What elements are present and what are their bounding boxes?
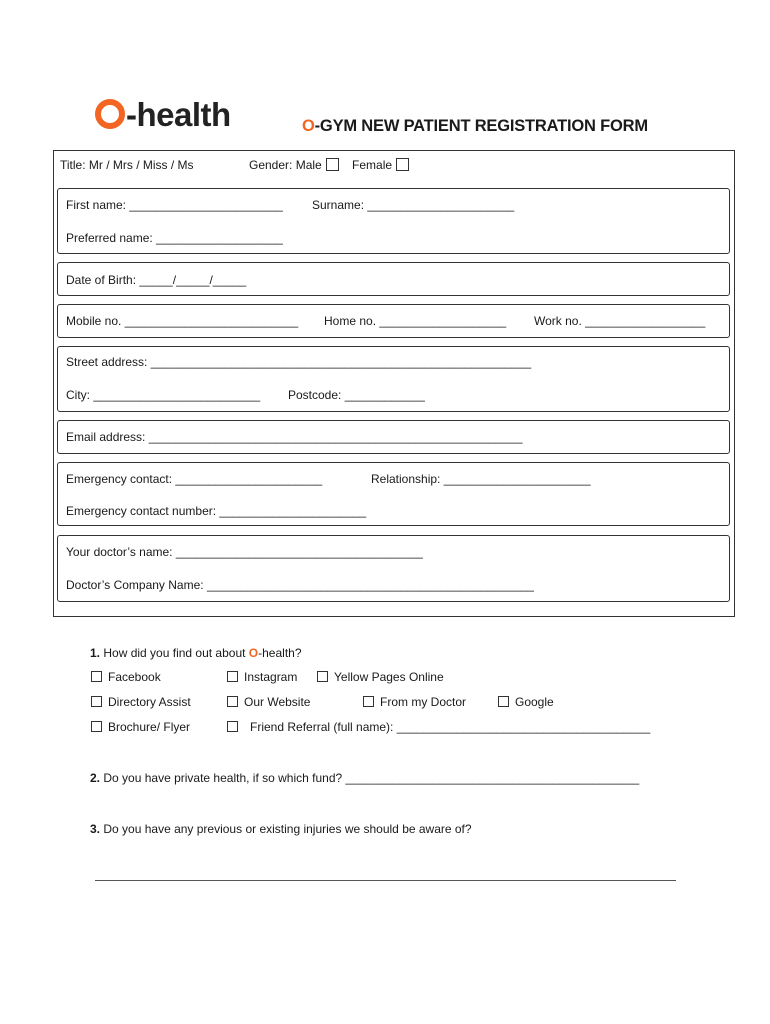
- emergency-number-field[interactable]: Emergency contact number: ______________________: [66, 504, 367, 518]
- city-field[interactable]: City: _________________________: [66, 388, 261, 402]
- dob-field[interactable]: Date of Birth: _____/_____/_____: [66, 273, 247, 287]
- checkbox-icon[interactable]: [227, 671, 238, 682]
- option-facebook[interactable]: [91, 670, 161, 684]
- option-friend-referral[interactable]: [227, 720, 650, 734]
- street-field[interactable]: Street address: _________________________________________________________: [66, 355, 532, 369]
- option-yellow-pages[interactable]: [317, 670, 444, 684]
- option-label: Directory Assist: [108, 695, 191, 709]
- male-checkbox[interactable]: [326, 158, 339, 171]
- question-2-number: 2.: [90, 771, 101, 785]
- title-text: -GYM NEW PATIENT REGISTRATION FORM: [314, 117, 648, 135]
- checkbox-icon[interactable]: [227, 696, 238, 707]
- checkbox-icon[interactable]: [91, 671, 102, 682]
- postcode-field[interactable]: Postcode: ____________: [288, 388, 425, 402]
- question-1-text: How did you find out about: [103, 646, 249, 660]
- option-label: Google: [515, 695, 554, 709]
- checkbox-icon[interactable]: [317, 671, 328, 682]
- question-3: [90, 822, 472, 836]
- question-1: [90, 646, 302, 660]
- logo-wordmark: -health: [126, 95, 231, 133]
- emergency-contact-field[interactable]: Emergency contact: ______________________: [66, 472, 323, 486]
- checkbox-icon[interactable]: [227, 721, 238, 732]
- first-name-field[interactable]: First name: _______________________: [66, 198, 283, 212]
- home-phone-field[interactable]: Home no. ___________________: [324, 314, 507, 328]
- option-label: Yellow Pages Online: [334, 670, 444, 684]
- surname-field[interactable]: Surname: ______________________: [312, 198, 515, 212]
- option-label: Our Website: [244, 695, 311, 709]
- title-o: O: [302, 117, 315, 135]
- option-directory-assist[interactable]: [91, 695, 191, 709]
- option-label: From my Doctor: [380, 695, 467, 709]
- answer-line[interactable]: [95, 880, 676, 881]
- question-1-brand-o: O: [248, 646, 259, 660]
- mobile-field[interactable]: Mobile no. __________________________: [66, 314, 299, 328]
- option-google[interactable]: [498, 695, 554, 709]
- question-1-text-end: -health?: [258, 646, 302, 660]
- option-label: Instagram: [244, 670, 298, 684]
- question-2-text: Do you have private health, if so which fund? ____________________________________________: [103, 771, 640, 785]
- logo-o-mark: [95, 99, 125, 129]
- question-3-number: 3.: [90, 822, 101, 836]
- gender-field: [249, 158, 409, 172]
- question-1-number: 1.: [90, 646, 101, 660]
- option-from-doctor[interactable]: [363, 695, 466, 709]
- option-label: Facebook: [108, 670, 161, 684]
- female-checkbox[interactable]: [396, 158, 409, 171]
- email-field[interactable]: Email address: ________________________________________________________: [66, 430, 523, 444]
- option-label: Friend Referral (full name): ______________________________________: [250, 720, 651, 734]
- brand-logo: [95, 94, 231, 134]
- option-label: Brochure/ Flyer: [108, 720, 191, 734]
- checkbox-icon[interactable]: [363, 696, 374, 707]
- checkbox-icon[interactable]: [91, 721, 102, 732]
- relationship-field[interactable]: Relationship: ______________________: [371, 472, 591, 486]
- gender-female-label: Female: [352, 158, 393, 172]
- title-field[interactable]: Title: Mr / Mrs / Miss / Ms: [60, 158, 194, 172]
- doctor-name-field[interactable]: Your doctor’s name: _____________________________________: [66, 545, 423, 559]
- option-instagram[interactable]: [227, 670, 297, 684]
- checkbox-icon[interactable]: [498, 696, 509, 707]
- work-phone-field[interactable]: Work no. __________________: [534, 314, 706, 328]
- gender-male-label: Gender: Male: [249, 158, 322, 172]
- option-our-website[interactable]: [227, 695, 310, 709]
- checkbox-icon[interactable]: [91, 696, 102, 707]
- preferred-name-field[interactable]: Preferred name: ___________________: [66, 231, 283, 245]
- option-brochure[interactable]: [91, 720, 190, 734]
- question-3-text: Do you have any previous or existing injuries we should be aware of?: [103, 822, 472, 836]
- page-title: [302, 117, 648, 136]
- question-2[interactable]: [90, 771, 639, 785]
- doctor-company-field[interactable]: Doctor’s Company Name: _________________________________________________: [66, 578, 534, 592]
